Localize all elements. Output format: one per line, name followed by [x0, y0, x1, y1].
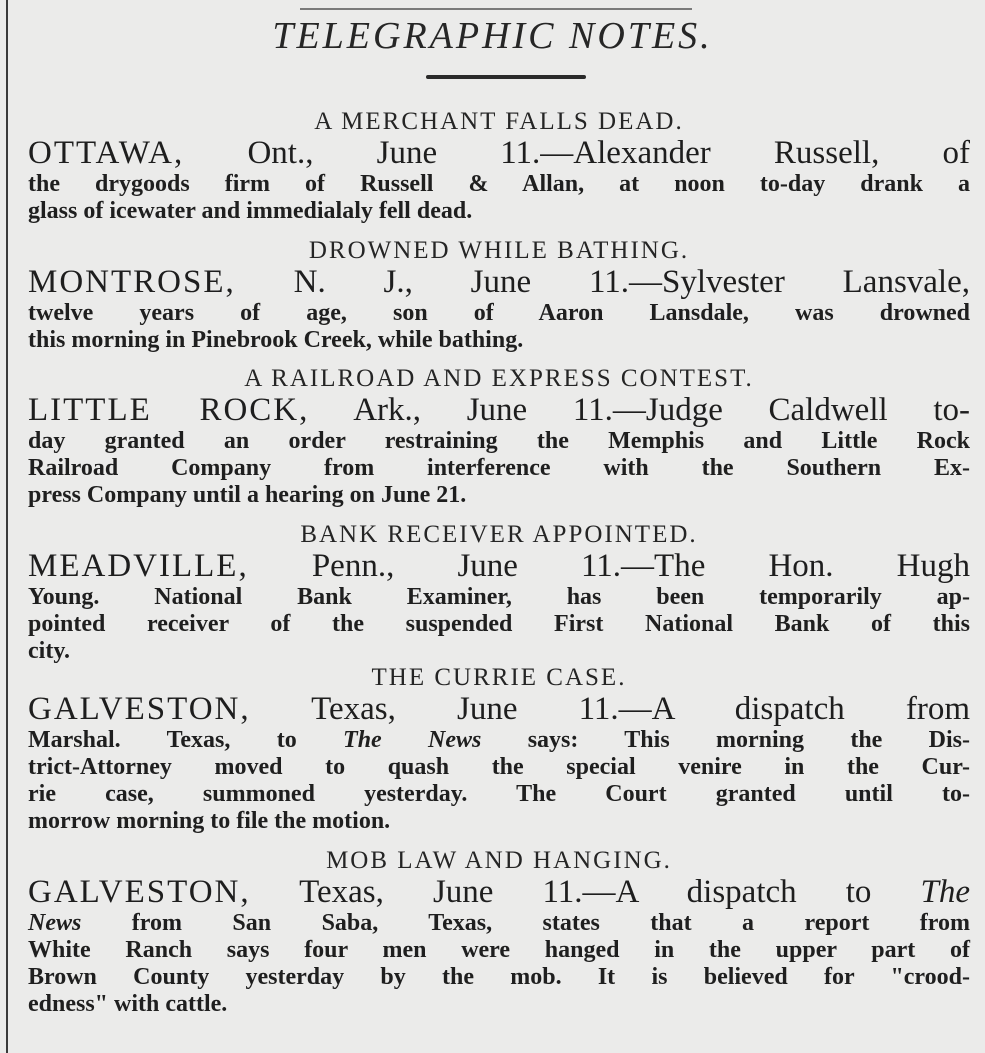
column-rule	[6, 0, 8, 1053]
article-line: trict-Attorney moved to quash the special venire in the Cur-	[28, 754, 970, 780]
article-currie-case	[28, 663, 970, 835]
line-text: from San Saba, Texas, states that a report from	[81, 910, 970, 936]
article-line: Railroad Company from interference with the Southern Ex-	[28, 455, 970, 481]
article-line: edness" with cattle.	[28, 991, 228, 1017]
article-line: the drygoods firm of Russell & Allan, at noon to-day drank a	[28, 171, 970, 197]
article-line	[28, 910, 970, 937]
article-line: city.	[28, 638, 70, 664]
line-text: Marshal. Texas, to	[28, 727, 344, 753]
article-line: twelve years of age, son of Aaron Lansdale, was drowned	[28, 300, 970, 326]
dateline-place: MONTROSE,	[28, 264, 236, 300]
dateline-text: N. J., June 11.—Sylvester Lansvale,	[293, 264, 970, 300]
article-line: morrow morning to file the motion.	[28, 808, 391, 834]
top-rule	[300, 8, 692, 10]
newspaper-name: The	[920, 874, 970, 910]
dateline-text: Texas, June 11.—A dispatch to	[299, 874, 921, 910]
dateline-text: Ont., June 11.—Alexander Russell, of	[247, 135, 970, 171]
line-text: says: This morning the Dis-	[481, 727, 971, 753]
dateline-place: LITTLE ROCK,	[28, 392, 310, 428]
article-headline: A MERCHANT FALLS DEAD.	[314, 108, 684, 135]
dateline-place: OTTAWA,	[28, 135, 185, 171]
article-line: rie case, summoned yesterday. The Court granted until to-	[28, 781, 970, 807]
article-headline: THE CURRIE CASE.	[371, 664, 627, 691]
dateline-text: Texas, June 11.—A dispatch from	[311, 691, 971, 727]
dateline-text: Penn., June 11.—The Hon. Hugh	[311, 548, 970, 584]
article-line: White Ranch says four men were hanged in the upper part of	[28, 937, 970, 963]
article-line: press Company until a hearing on June 21.	[28, 482, 467, 508]
article-headline: MOB LAW AND HANGING.	[326, 847, 672, 874]
article-headline: A RAILROAD AND EXPRESS CONTEST.	[244, 365, 754, 392]
dateline-text: Ark., June 11.—Judge Caldwell to-	[353, 392, 970, 428]
article-line: this morning in Pinebrook Creek, while bathing.	[28, 327, 524, 353]
dateline-place: GALVESTON,	[28, 874, 251, 910]
article-line: pointed receiver of the suspended First National Bank of this	[28, 611, 970, 637]
article-merchant-falls-dead	[28, 107, 970, 225]
article-line: day granted an order restraining the Memphis and Little Rock	[28, 428, 970, 454]
article-headline: BANK RECEIVER APPOINTED.	[300, 521, 698, 548]
article-railroad-express-contest	[28, 364, 970, 509]
newspaper-name: News	[28, 910, 82, 936]
article-mob-law-hanging	[28, 846, 970, 1018]
article-headline: DROWNED WHILE BATHING.	[308, 237, 690, 264]
article-dateline	[28, 137, 970, 171]
title-dash	[426, 75, 586, 79]
article-dateline	[28, 876, 970, 910]
article-line	[28, 727, 970, 754]
article-dateline	[28, 693, 970, 727]
dateline-place: MEADVILLE,	[28, 548, 249, 584]
article-line: glass of icewater and immedialaly fell dead.	[28, 198, 473, 224]
article-line: Brown County yesterday by the mob. It is believed for "crood-	[28, 964, 970, 990]
dateline-place: GALVESTON,	[28, 691, 251, 727]
article-dateline	[28, 550, 970, 584]
article-bank-receiver-appointed	[28, 520, 970, 665]
column-title: TELEGRAPHIC NOTES.	[272, 15, 713, 57]
article-dateline	[28, 266, 970, 300]
article-drowned-while-bathing	[28, 236, 970, 354]
newspaper-name: The News	[343, 727, 482, 753]
article-line: Young. National Bank Examiner, has been temporarily ap-	[28, 584, 970, 610]
article-dateline	[28, 394, 970, 428]
